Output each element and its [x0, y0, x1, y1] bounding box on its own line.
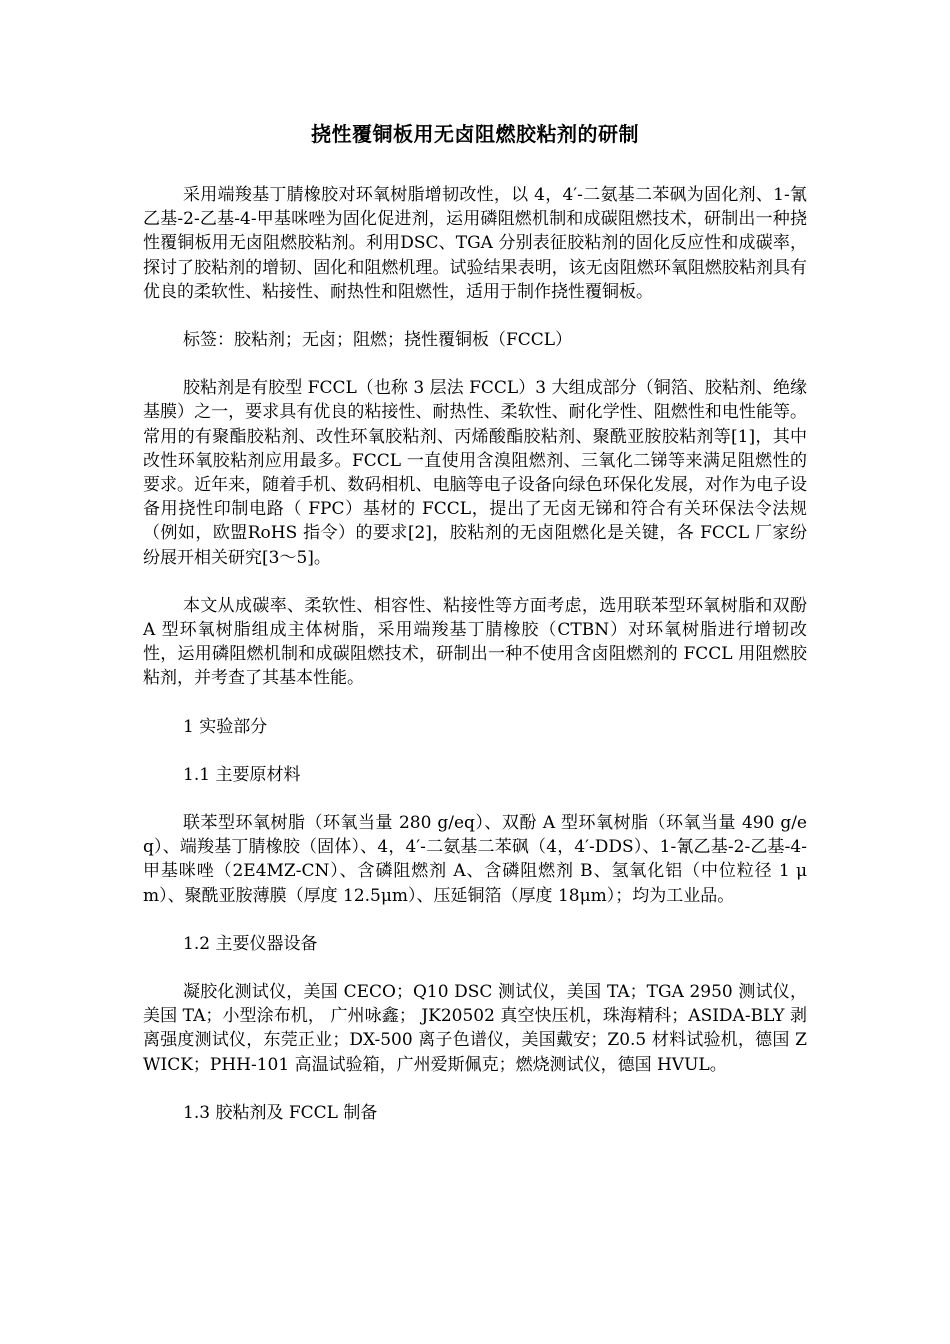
- document-title: 挠性覆铜板用无卤阻燃胶粘剂的研制: [311, 122, 639, 146]
- section-heading-1: 1 实验部分: [183, 716, 268, 737]
- document-page: [143, 118, 807, 1149]
- equipment-paragraph: 凝胶化测试仪，美国 CECO；Q10 DSC 测试仪，美国 TA；TGA 2950 测试仪，美国 TA；小型涂布机， 广州咏鑫； JK20502 真空快压机，珠海精科；ASIDA-BLY 剥离强度测试仪，东莞正业；DX-500 离子色谱仪，美国戴安；Z0.5 材料试验机，德国 ZWICK；PHH-101 高温试验箱，广州爱斯佩克；燃烧测试仪，德国 HVUL。: [143, 982, 807, 1075]
- section-heading-1-2: 1.2 主要仪器设备: [183, 933, 318, 954]
- intro-paragraph-1: 胶粘剂是有胶型 FCCL（也称 3 层法 FCCL）3 大组成部分（铜箔、胶粘剂、绝缘基膜）之一，要求具有优良的粘接性、耐热性、柔软性、耐化学性、阻燃性和电性能等。常用的有聚酯胶粘剂、改性环氧胶粘剂、丙烯酸酯胶粘剂、聚酰亚胺胶粘剂等[1]，其中改性环氧胶粘剂应用最多。FCCL 一直使用含溴阻燃剂、三氧化二锑等来满足阻燃性的要求。近年来，随着手机、数码相机、电脑等电子设备向绿色环保化发展，对作为电子设备用挠性印制电路（ FPC）基材的 FCCL，提出了无卤无锑和符合有关环保法令法规（例如，欧盟RoHS 指令）的要求[2]，胶粘剂的无卤阻燃化是关键，各 FCCL 厂家纷纷展开相关研究[3～5]。: [143, 378, 807, 568]
- abstract-paragraph: 采用端羧基丁腈橡胶对环氧树脂增韧改性，以 4，4′-二氨基二苯砜为固化剂、1-氰乙基-2-乙基-4-甲基咪唑为固化促进剂，运用磷阻燃机制和成碳阻燃技术，研制出一种挠性覆铜板用无卤阻燃胶粘剂。利用DSC、TGA 分别表征胶粘剂的固化反应性和成碳率，探讨了胶粘剂的增韧、固化和阻燃机理。试验结果表明，该无卤阻燃环氧阻燃胶粘剂具有优良的柔软性、粘接性、耐热性和阻燃性，适用于制作挠性覆铜板。: [143, 185, 807, 302]
- keywords-line: 标签：胶粘剂；无卤；阻燃；挠性覆铜板（FCCL）: [183, 330, 573, 351]
- materials-paragraph: 联苯型环氧树脂（环氧当量 280 g/eq）、双酚 A 型环氧树脂（环氧当量 490 g/eq）、端羧基丁腈橡胶（固体）、4，4′-二氨基二苯砜（4，4′-DDS）、1-氰乙基-2-乙基-4-甲基咪唑（2E4MZ-CN）、含磷阻燃剂 A、含磷阻燃剂 B、氢氧化铝（中位粒径 1 μm）、聚酰亚胺薄膜（厚度 12.5μm）、压延铜箔（厚度 18μm）；均为工业品。: [143, 813, 807, 906]
- intro-paragraph-2: 本文从成碳率、柔软性、相容性、粘接性等方面考虑，选用联苯型环氧树脂和双酚 A 型环氧树脂组成主体树脂，采用端羧基丁腈橡胶（CTBN）对环氧树脂进行增韧改性，运用磷阻燃机制和成碳阻燃技术，研制出一种不使用含卤阻燃剂的 FCCL 用阻燃胶粘剂，并考查了其基本性能。: [143, 595, 807, 689]
- section-heading-1-3: 1.3 胶粘剂及 FCCL 制备: [183, 1102, 378, 1123]
- section-heading-1-1: 1.1 主要原材料: [183, 764, 301, 785]
